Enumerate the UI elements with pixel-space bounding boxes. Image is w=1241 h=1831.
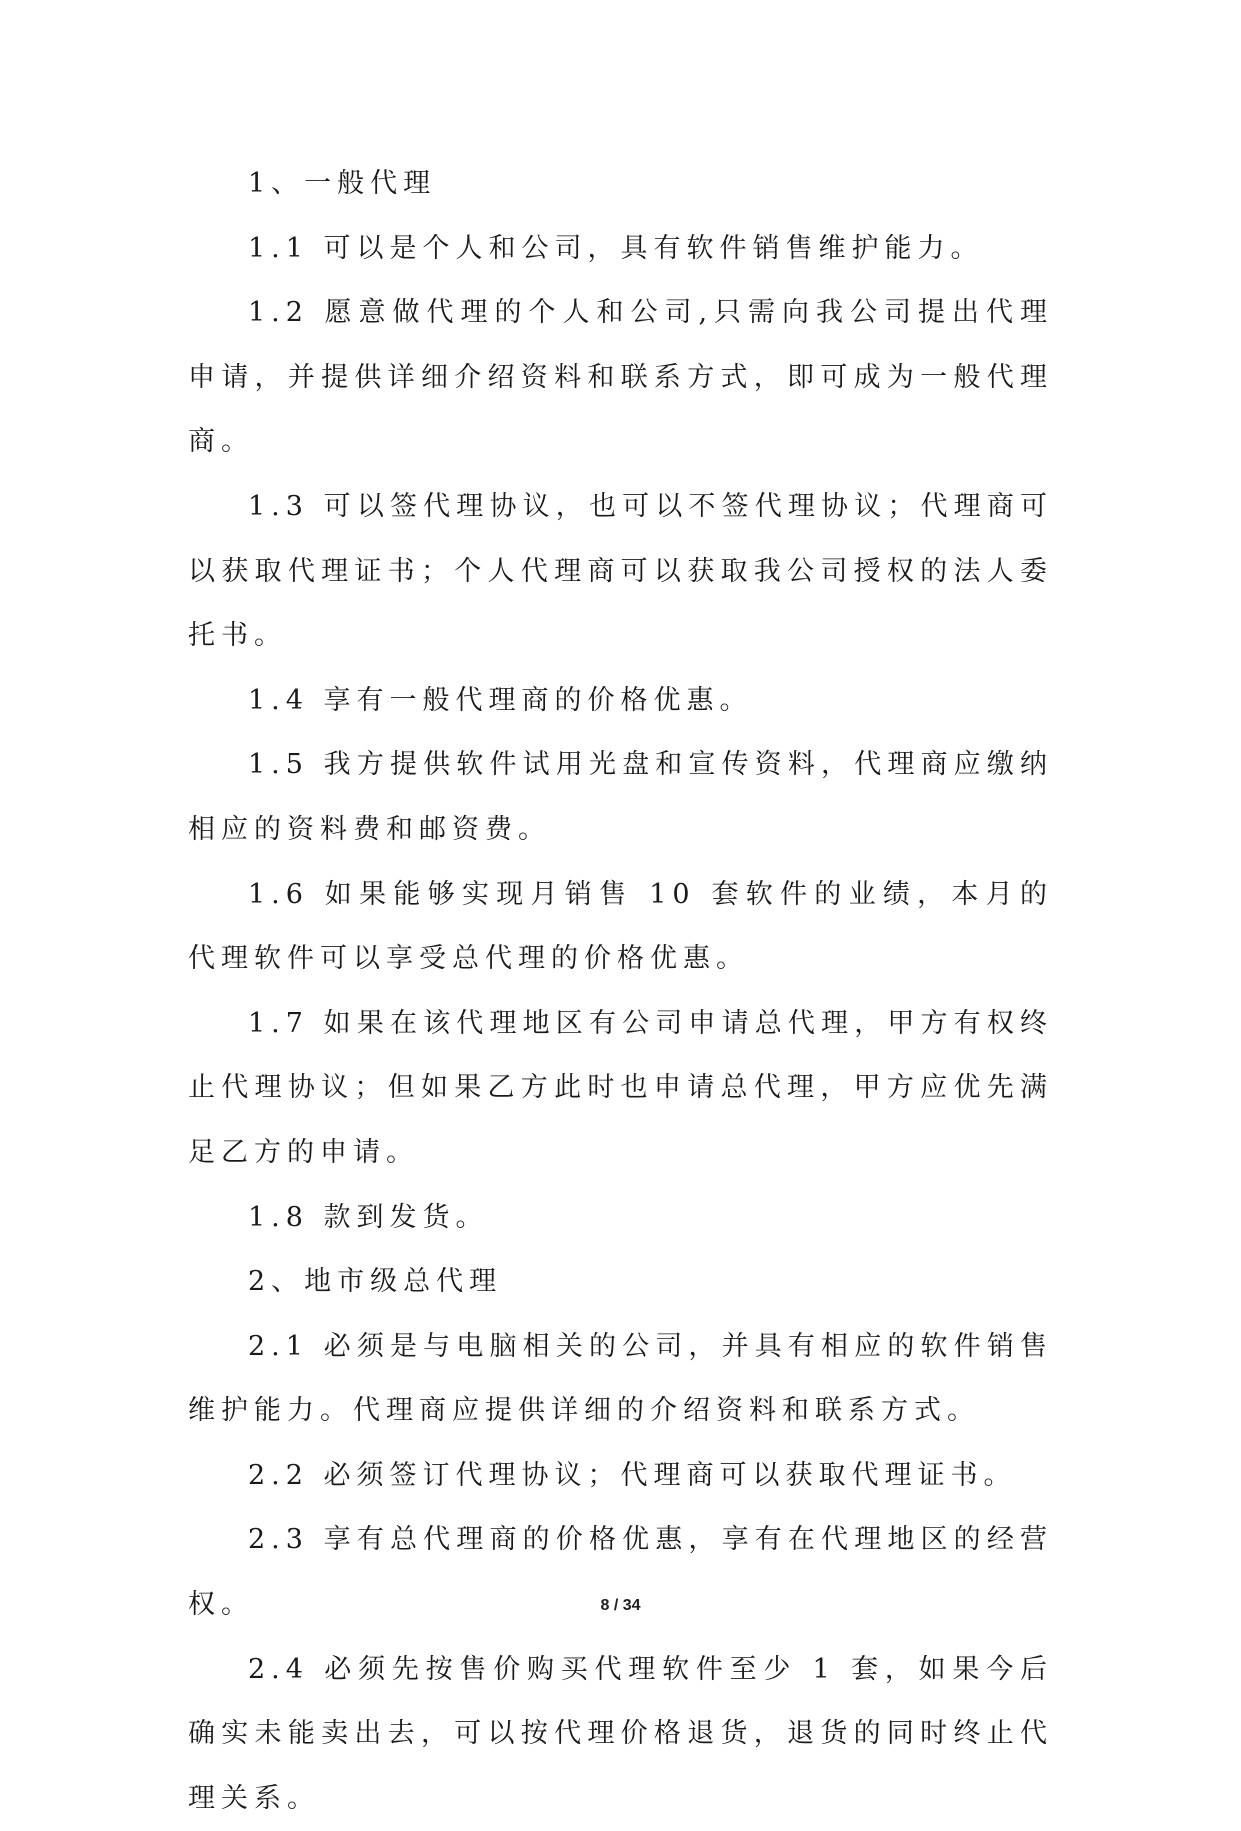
clause-2-2: 2.2 必须签订代理协议；代理商可以获取代理证书。: [248, 1459, 1017, 1491]
clause-1-6: 1.6 如果能够实现月销售 10 套软件的业绩，本月的代理软件可以享受总代理的价格优惠。: [188, 878, 1053, 975]
document-body: [188, 152, 1053, 1831]
page-number: 8 / 34: [600, 1597, 641, 1614]
clause-1-2: 1.2 愿意做代理的个人和公司,只需向我公司提出代理申请，并提供详细介绍资料和联系方式，即可成为一般代理商。: [188, 297, 1053, 458]
clause-1-7: 1.7 如果在该代理地区有公司申请总代理，甲方有权终止代理协议；但如果乙方此时也申请总代理，甲方应优先满足乙方的申请。: [188, 1007, 1053, 1168]
clause-1-1: 1.1 可以是个人和公司，具有软件销售维护能力。: [248, 232, 984, 264]
heading-general-agent: 1、一般代理: [248, 168, 437, 199]
clause-1-8: 1.8 款到发货。: [248, 1201, 489, 1233]
heading-city-general-agent: 2、地市级总代理: [248, 1266, 503, 1298]
clause-2-1: 2.1 必须是与电脑相关的公司，并具有相应的软件销售维护能力。代理商应提供详细的介绍资料和联系方式。: [188, 1330, 1053, 1427]
clause-1-3: 1.3 可以签代理协议，也可以不签代理协议；代理商可以获取代理证书；个人代理商可以获取我公司授权的法人委托书。: [188, 490, 1053, 652]
clause-1-5: 1.5 我方提供软件试用光盘和宣传资料，代理商应缴纳相应的资料费和邮资费。: [188, 749, 1053, 845]
clause-1-4: 1.4 享有一般代理商的价格优惠。: [248, 684, 753, 716]
clause-2-3: 2.3 享有总代理商的价格优惠，享有在代理地区的经营权。: [188, 1524, 1053, 1621]
clause-2-4: 2.4 必须先按售价购买代理软件至少 1 套，如果今后确实未能卖出去，可以按代理价格退货，退货的同时终止代理关系。: [188, 1653, 1053, 1814]
